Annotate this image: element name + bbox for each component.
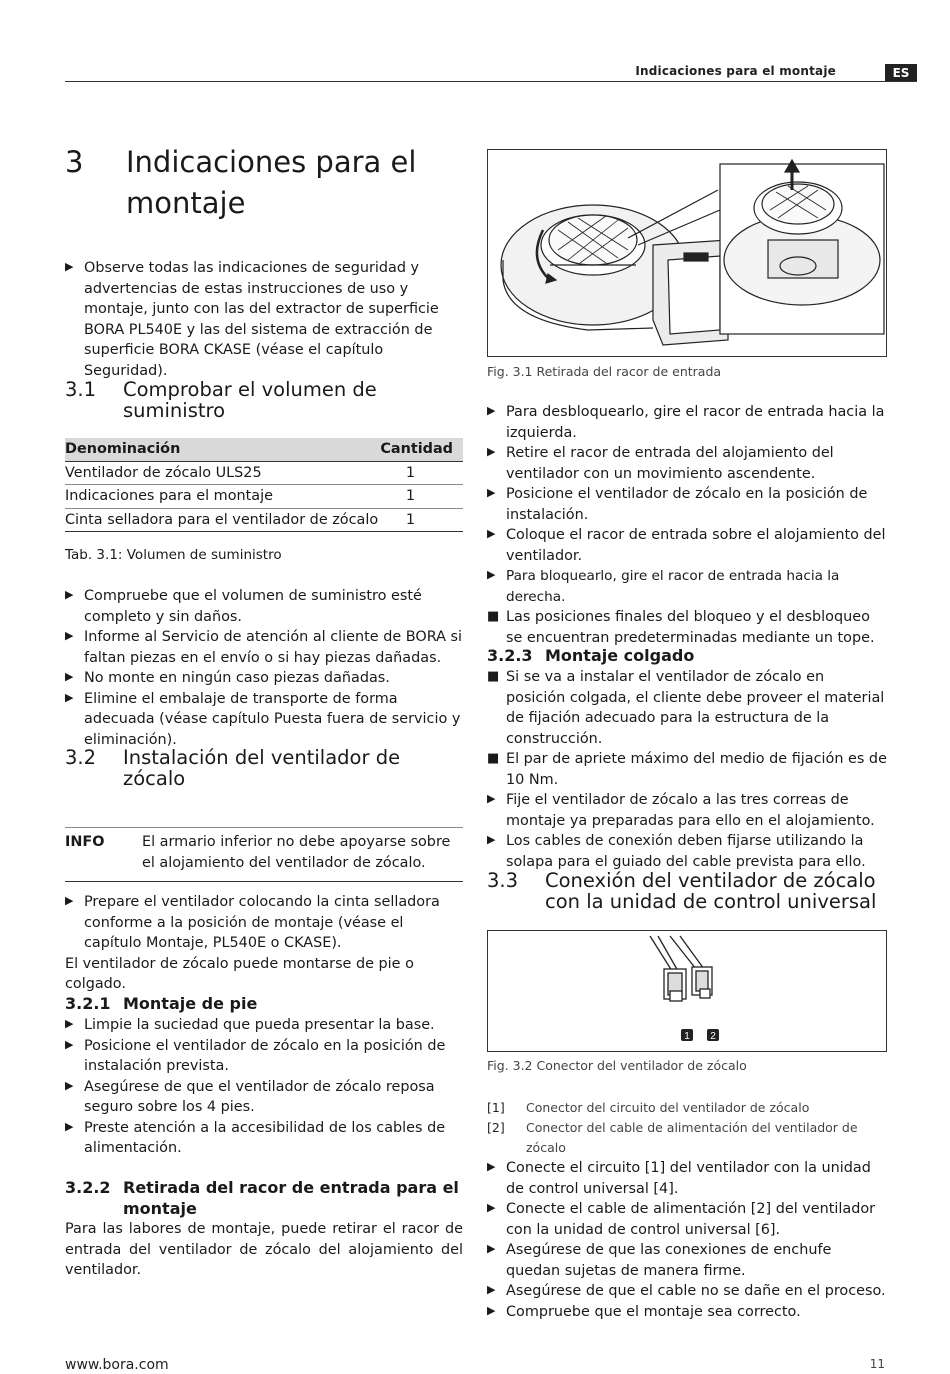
list-item: ▶ Asegúrese de que el ventilador de zócalo reposa seguro sobre los 4 pies.	[65, 1077, 463, 1118]
fan-illustration	[488, 150, 886, 356]
list-item: ■ El par de apriete máximo del medio de fijación es de 10 Nm.	[487, 749, 887, 790]
header-rule	[65, 81, 917, 82]
table-row: Indicaciones para el montaje 1	[65, 485, 463, 509]
section-3-2-1-heading: 3.2.1 Montaje de pie	[65, 994, 258, 1013]
figure-caption: Fig. 3.2 Conector del ventilador de zócalo	[487, 1058, 747, 1073]
list-item: ▶ No monte en ningún caso piezas dañadas.	[65, 668, 463, 689]
connector-illustration	[488, 931, 886, 1051]
list-item: ▶ Asegúrese de que el cable no se dañe en el proceso.	[487, 1281, 887, 1302]
inlet-steps-list	[487, 402, 887, 648]
supply-checklist	[65, 586, 463, 750]
section-3-2-3-heading: 3.2.3 Montaje colgado	[487, 646, 695, 665]
table-row: Cinta selladora para el ventilador de zócalo 1	[65, 508, 463, 532]
figure-legend: [1] Conector del circuito del ventilador de zócalo [2] Conector del cable de alimentación del ventilador de zócalo	[487, 1100, 858, 1155]
callout-1-label: 1	[684, 1031, 690, 1042]
list-item: ▶ Posicione el ventilador de zócalo en la posición de instalación.	[487, 484, 887, 525]
language-badge: ES	[885, 64, 917, 82]
figure-connector	[487, 930, 887, 1052]
list-item: ▶ Fije el ventilador de zócalo a las tres correas de montaje ya preparadas para ello en el alojamiento.	[487, 790, 887, 831]
paragraph: Para las labores de montaje, puede retirar el racor de entrada del ventilador de zócalo del alojamiento del ventilador.	[65, 1221, 463, 1278]
section-3-2-heading: 3.2 Instalación del ventilador de zócalo	[65, 746, 401, 790]
connection-steps-list	[487, 1158, 887, 1322]
footer-url: www.bora.com	[65, 1357, 169, 1373]
section-3-3-heading: 3.3 Conexión del ventilador de zócalo con la unidad de control universal	[487, 869, 877, 913]
supply-table	[65, 438, 463, 532]
list-item: ▶ Para desbloquearlo, gire el racor de entrada hacia la izquierda.	[487, 402, 887, 443]
table-row: Ventilador de zócalo ULS25 1	[65, 461, 463, 485]
list-item: ▶ Asegúrese de que las conexiones de enchufe quedan sujetas de manera firme.	[487, 1240, 887, 1281]
chapter-title: 3 Indicaciones para el montaje	[65, 145, 417, 220]
standing-mount-list	[65, 1015, 463, 1159]
list-item: ▶ Para bloquearlo, gire el racor de entrada hacia la derecha.	[487, 566, 887, 607]
intro-item: ▶ Observe todas las indicaciones de seguridad y advertencias de estas instrucciones de uso y montaje, junto con las del extractor de superficie BORA PL540E y las del sistema de extracción de superficie BORA CKASE (véase el capítulo Seguridad).	[65, 258, 463, 381]
paragraph: El ventilador de zócalo puede montarse de pie o colgado.	[65, 955, 414, 992]
figure-caption: Fig. 3.1 Retirada del racor de entrada	[487, 364, 722, 379]
table-header-name: Denominación	[65, 438, 380, 461]
table-header-qty: Cantidad	[380, 438, 463, 461]
hanging-mount-list	[487, 667, 887, 872]
section-3-2-2-heading: 3.2.2 Retirada del racor de entrada para el montaje	[65, 1178, 459, 1218]
figure-inlet-removal	[487, 149, 887, 357]
list-item: ▶ Los cables de conexión deben fijarse utilizando la solapa para el guiado del cable prevista para ello.	[487, 831, 887, 872]
list-item: ▶ Coloque el racor de entrada sobre el alojamiento del ventilador.	[487, 525, 887, 566]
list-item: ▶ Compruebe que el volumen de suministro esté completo y sin daños.	[65, 586, 463, 627]
list-item: ▶ Preste atención a la accesibilidad de los cables de alimentación.	[65, 1118, 463, 1159]
list-item: ▶ Limpie la suciedad que pueda presentar la base.	[65, 1015, 463, 1036]
table-caption: Tab. 3.1: Volumen de suministro	[65, 547, 282, 563]
list-item: ▶ Prepare el ventilador colocando la cinta selladora conforme a la posición de montaje (véase el capítulo Montaje, PL540E o CKASE).	[65, 892, 463, 954]
running-header: Indicaciones para el montaje	[635, 64, 836, 78]
section-3-1-heading: 3.1 Comprobar el volumen de suministro	[65, 378, 377, 422]
page-number: 11	[869, 1357, 885, 1371]
list-item: ▶ Conecte el circuito [1] del ventilador con la unidad de control universal [4].	[487, 1158, 887, 1199]
list-item: ▶ Compruebe que el montaje sea correcto.	[487, 1302, 887, 1323]
list-item: ▶ Conecte el cable de alimentación [2] del ventilador con la unidad de control universal [6].	[487, 1199, 887, 1240]
list-item: ▶ Retire el racor de entrada del alojamiento del ventilador con un movimiento ascendente.	[487, 443, 887, 484]
list-item: ■ Si se va a instalar el ventilador de zócalo en posición colgada, el cliente debe proveer el material de fijación adecuado para la estructura de la construcción.	[487, 667, 887, 749]
list-item: ■ Las posiciones finales del bloqueo y el desbloqueo se encuentran predeterminadas mediante un tope.	[487, 607, 887, 648]
list-item: ▶ Informe al Servicio de atención al cliente de BORA si faltan piezas en el envío o si hay piezas dañadas.	[65, 627, 463, 668]
callout-2-label: 2	[710, 1031, 716, 1042]
info-box: INFO El armario inferior no debe apoyarse sobre el alojamiento del ventilador de zócalo.	[65, 827, 463, 882]
section-3-2-body	[65, 892, 463, 995]
list-item: ▶ Posicione el ventilador de zócalo en la posición de instalación prevista.	[65, 1036, 463, 1077]
list-item: ▶ Elimine el embalaje de transporte de forma adecuada (véase capítulo Puesta fuera de servicio y eliminación).	[65, 689, 463, 751]
